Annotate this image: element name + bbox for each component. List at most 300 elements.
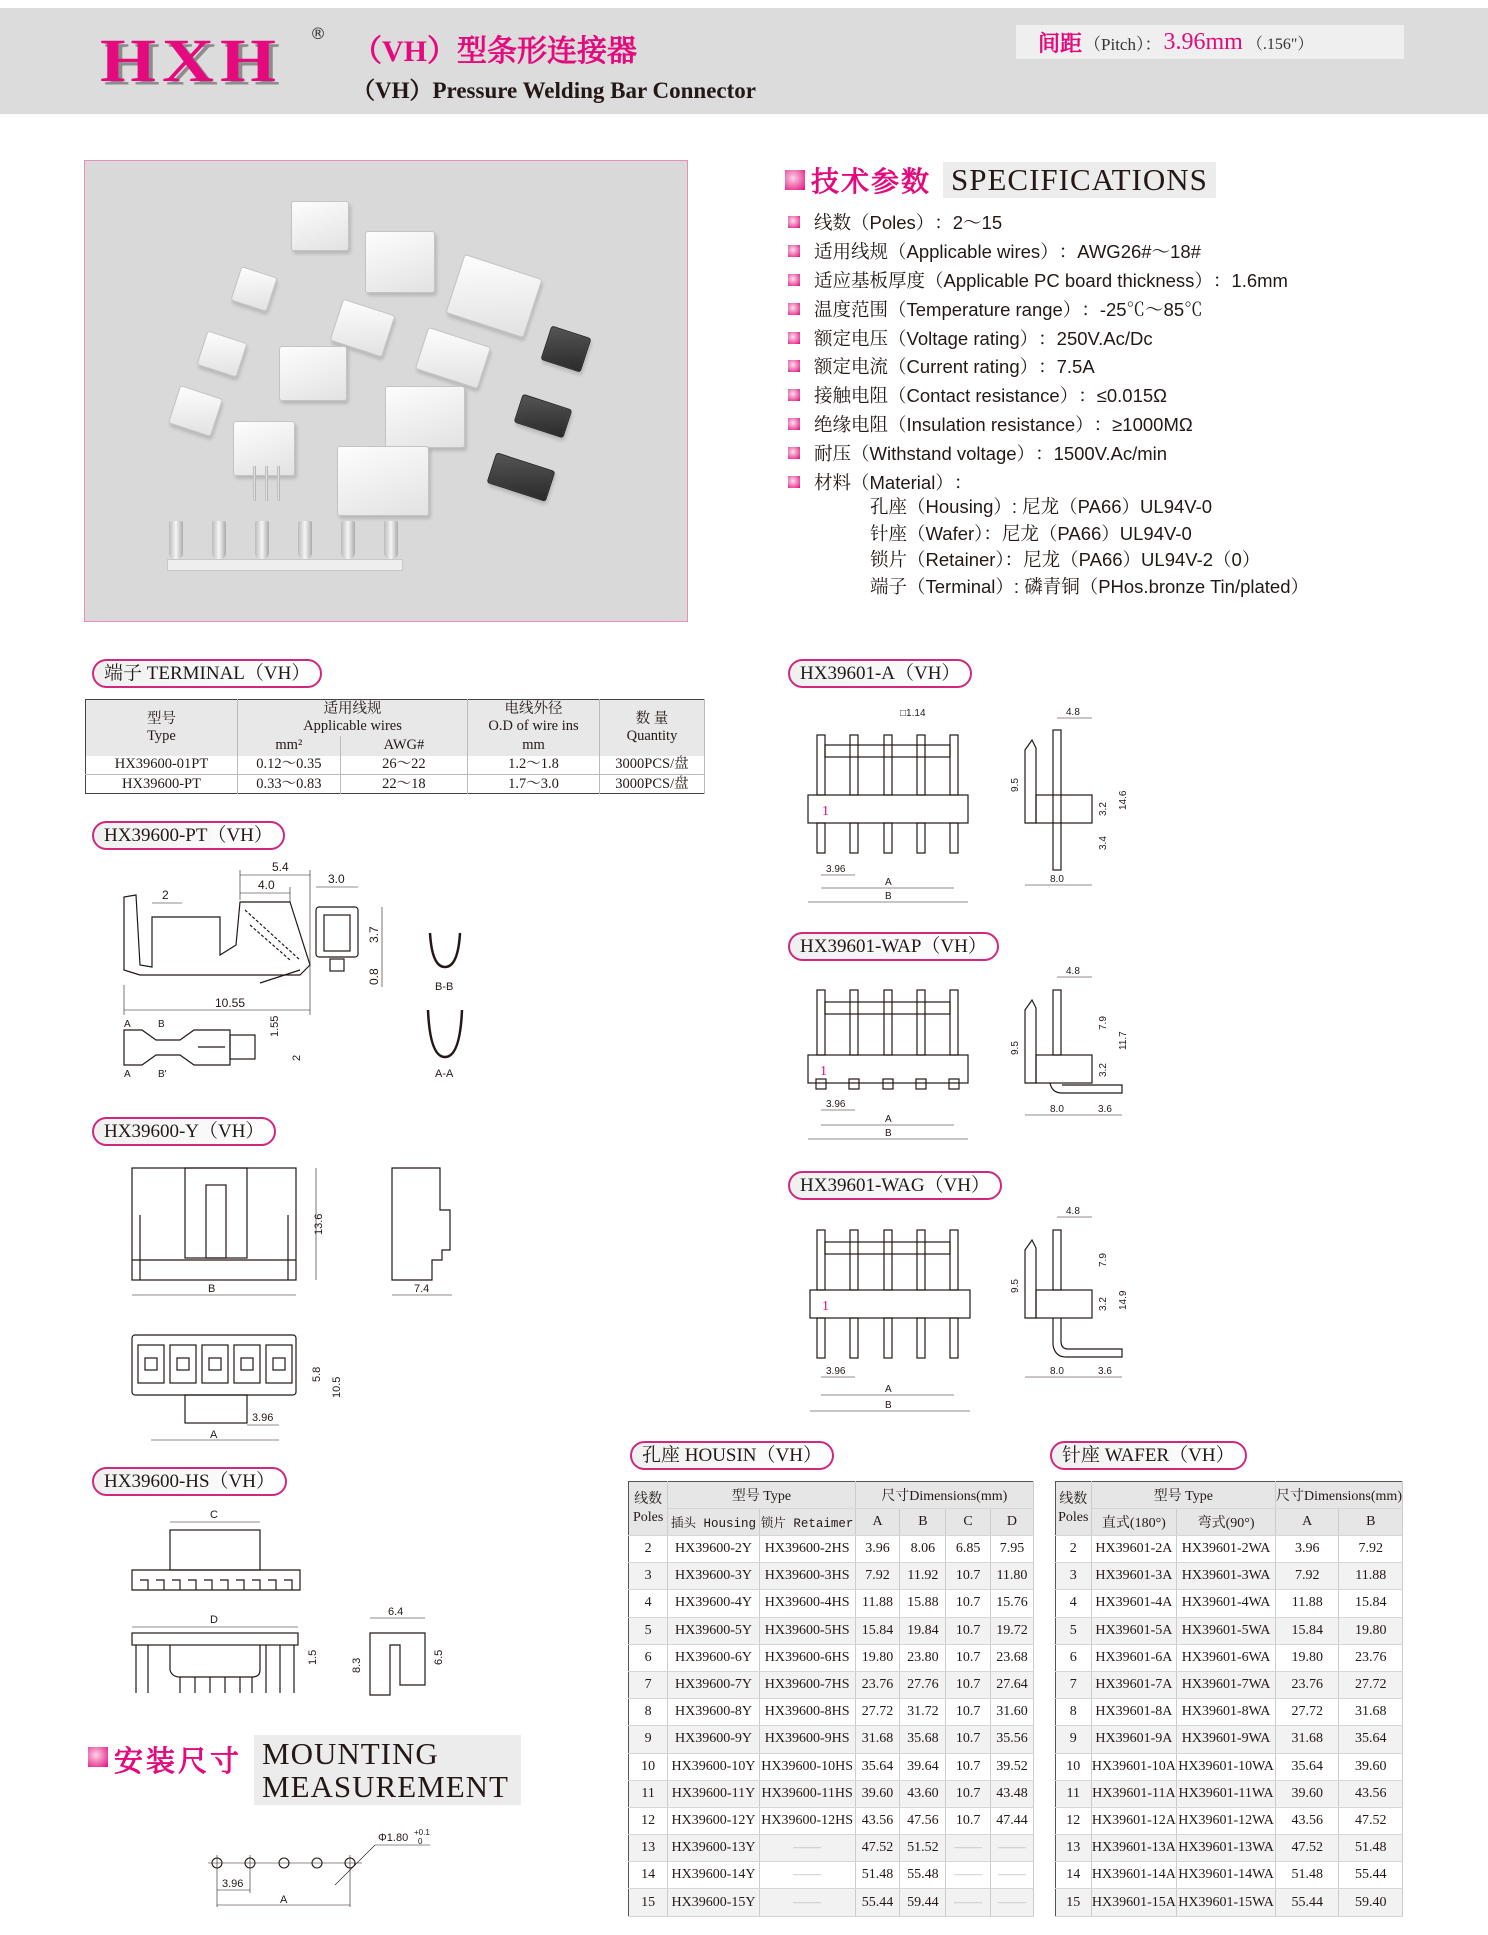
cell-poles: 6 xyxy=(1056,1644,1092,1671)
cell-c: 10.7 xyxy=(946,1617,991,1644)
table-row xyxy=(1056,1726,1403,1753)
cell-a: 7.92 xyxy=(1275,1563,1339,1590)
svg-text:7.9: 7.9 xyxy=(1098,1253,1109,1267)
cell-b: 31.68 xyxy=(1339,1699,1403,1726)
bullet-square-icon xyxy=(788,332,800,344)
cell-mm2: 0.12～0.35 xyxy=(237,756,340,775)
svg-text:4.8: 4.8 xyxy=(1066,707,1080,718)
col-qty: 数 量 Quantity xyxy=(599,700,704,756)
cell-a: 31.68 xyxy=(1275,1726,1339,1753)
cell-poles: 11 xyxy=(629,1780,668,1807)
cell-straight: HX39601-12A xyxy=(1091,1807,1177,1834)
svg-text:3.0: 3.0 xyxy=(328,872,345,886)
svg-text:2: 2 xyxy=(162,888,169,902)
cell-poles: 13 xyxy=(1056,1835,1092,1862)
table-row xyxy=(629,1671,1034,1698)
cell-straight: HX39601-8A xyxy=(1091,1699,1177,1726)
table-row xyxy=(629,1835,1034,1862)
cell-b: 47.52 xyxy=(1339,1807,1403,1834)
cell-c: —— xyxy=(946,1889,991,1916)
svg-text:8.0: 8.0 xyxy=(1050,874,1064,885)
cell-retainer: HX39600-9HS xyxy=(759,1726,855,1753)
terminal-section-label: 端子 TERMINAL（VH） xyxy=(92,659,322,688)
svg-text:3.96: 3.96 xyxy=(826,1366,846,1377)
cell-straight: HX39601-13A xyxy=(1091,1835,1177,1862)
housing-3p-image xyxy=(365,231,435,293)
cell-b: 55.48 xyxy=(900,1862,946,1889)
cell-c: 10.7 xyxy=(946,1590,991,1617)
cell-poles: 3 xyxy=(629,1563,668,1590)
wafer-straight-drawing xyxy=(800,700,1200,910)
cell-d: —— xyxy=(990,1862,1033,1889)
cell-a: 15.84 xyxy=(1275,1617,1339,1644)
col-b: B xyxy=(900,1509,946,1536)
pitch-value: 3.96mm xyxy=(1163,28,1243,55)
cell-a: 15.84 xyxy=(855,1617,900,1644)
bullet-square-icon xyxy=(788,418,800,430)
cell-poles: 14 xyxy=(1056,1862,1092,1889)
cell-b: 39.60 xyxy=(1339,1753,1403,1780)
cell-poles: 14 xyxy=(629,1862,668,1889)
housing-section-label: 孔座 HOUSIN（VH） xyxy=(630,1441,834,1470)
spec-value: ：7.5A xyxy=(1038,356,1095,378)
spec-label: 适应基板厚度（Applicable PC board thickness） xyxy=(814,269,1213,291)
svg-text:4.8: 4.8 xyxy=(1066,1206,1080,1217)
cell-angle: HX39601-12WA xyxy=(1177,1807,1276,1834)
cell-b: 19.80 xyxy=(1339,1617,1403,1644)
pin-image xyxy=(265,466,268,501)
cell-c: 10.7 xyxy=(946,1753,991,1780)
cell-poles: 4 xyxy=(629,1590,668,1617)
svg-text:+0.1: +0.1 xyxy=(414,1828,430,1837)
cell-housing: HX39600-9Y xyxy=(668,1726,760,1753)
cell-a: 43.56 xyxy=(855,1807,900,1834)
cell-retainer: HX39600-6HS xyxy=(759,1644,855,1671)
col-a: A xyxy=(855,1509,900,1536)
cell-c: 10.7 xyxy=(946,1563,991,1590)
cell-b: 15.84 xyxy=(1339,1590,1403,1617)
cell-poles: 7 xyxy=(1056,1671,1092,1698)
spec-contact-resistance xyxy=(788,381,1288,410)
pitch-label-en: （Pitch）： xyxy=(1084,34,1162,54)
cell-poles: 8 xyxy=(1056,1699,1092,1726)
cell-a: 7.92 xyxy=(855,1563,900,1590)
svg-text:A: A xyxy=(280,1894,288,1906)
svg-text:B: B xyxy=(158,1019,165,1030)
housing-5p-image xyxy=(445,254,542,338)
cell-b: 39.64 xyxy=(900,1753,946,1780)
cell-d: 19.72 xyxy=(990,1617,1033,1644)
svg-text:B-B: B-B xyxy=(435,981,454,993)
terminal-table xyxy=(85,699,705,794)
cell-retainer: HX39600-10HS xyxy=(759,1753,855,1780)
svg-text:3.4: 3.4 xyxy=(1098,836,1109,850)
cell-straight: HX39601-9A xyxy=(1091,1726,1177,1753)
cell-housing: HX39600-11Y xyxy=(668,1780,760,1807)
cell-retainer: HX39600-7HS xyxy=(759,1671,855,1698)
svg-text:2: 2 xyxy=(291,1054,303,1061)
cell-a: 35.64 xyxy=(1275,1753,1339,1780)
svg-text:9.5: 9.5 xyxy=(1010,1041,1021,1055)
cell-straight: HX39601-6A xyxy=(1091,1644,1177,1671)
table-row xyxy=(629,1699,1034,1726)
cell-retainer: —— xyxy=(759,1835,855,1862)
cell-a: 51.48 xyxy=(855,1862,900,1889)
col-dimensions: 尺寸Dimensions(mm) xyxy=(1275,1482,1402,1509)
table-row xyxy=(1056,1617,1403,1644)
svg-text:Φ1.80: Φ1.80 xyxy=(378,1832,409,1844)
spec-temperature xyxy=(788,294,1288,323)
svg-text:6.5: 6.5 xyxy=(433,1649,445,1665)
cell-poles: 12 xyxy=(629,1807,668,1834)
specifications-heading xyxy=(785,160,1216,200)
pitch-inch: （.156"） xyxy=(1246,35,1314,53)
svg-text:B: B xyxy=(885,1128,892,1139)
table-row xyxy=(629,1889,1034,1916)
cell-poles: 8 xyxy=(629,1699,668,1726)
svg-text:3.96: 3.96 xyxy=(222,1878,244,1890)
svg-text:C: C xyxy=(210,1509,218,1521)
cell-b: 51.48 xyxy=(1339,1835,1403,1862)
mounting-drawing xyxy=(200,1815,440,1910)
cell-b: 59.44 xyxy=(900,1889,946,1916)
cell-housing: HX39600-7Y xyxy=(668,1671,760,1698)
cell-b: 23.76 xyxy=(1339,1644,1403,1671)
cell-housing: HX39600-13Y xyxy=(668,1835,760,1862)
cell-poles: 15 xyxy=(629,1889,668,1916)
col-d: D xyxy=(990,1509,1033,1536)
terminal-image xyxy=(298,521,312,559)
svg-text:3.96: 3.96 xyxy=(826,1099,846,1110)
cell-b: 51.52 xyxy=(900,1835,946,1862)
spec-list xyxy=(788,208,1288,496)
cell-angle: HX39601-3WA xyxy=(1177,1563,1276,1590)
col-retainer: 锁片 Retaimer xyxy=(759,1509,855,1536)
cell-c: —— xyxy=(946,1835,991,1862)
wafer-table xyxy=(1055,1481,1403,1917)
svg-text:5.8: 5.8 xyxy=(311,1366,323,1382)
spec-value: ： xyxy=(953,471,973,493)
cell-poles: 2 xyxy=(1056,1536,1092,1563)
housing-table xyxy=(628,1481,1034,1917)
material-list xyxy=(870,493,1309,599)
cell-od: 1.7～3.0 xyxy=(468,775,600,794)
cell-housing: HX39600-2Y xyxy=(668,1536,760,1563)
cell-d: 43.48 xyxy=(990,1780,1033,1807)
wafer-4p-large-image xyxy=(385,386,465,448)
svg-text:A: A xyxy=(885,877,892,888)
cell-a: 39.60 xyxy=(855,1780,900,1807)
table-row xyxy=(1056,1536,1403,1563)
cell-a: 23.76 xyxy=(1275,1671,1339,1698)
housing-2p-image xyxy=(291,201,349,251)
svg-text:10.5: 10.5 xyxy=(331,1376,343,1398)
spec-wires xyxy=(788,237,1288,266)
cell-straight: HX39601-11A xyxy=(1091,1780,1177,1807)
spec-value: ：2～15 xyxy=(934,212,1003,234)
pitch-label-cn: 间距 xyxy=(1038,30,1083,56)
table-row xyxy=(629,1536,1034,1563)
svg-text:D: D xyxy=(210,1614,218,1626)
cell-angle: HX39601-13WA xyxy=(1177,1835,1276,1862)
svg-text:A: A xyxy=(885,1384,892,1395)
y-drawing-label: HX39600-Y（VH） xyxy=(92,1117,276,1146)
cell-b: 31.72 xyxy=(900,1699,946,1726)
cell-a: 47.52 xyxy=(1275,1835,1339,1862)
registered-mark: ® xyxy=(310,24,326,43)
svg-text:5.4: 5.4 xyxy=(272,860,289,874)
spec-current xyxy=(788,352,1288,381)
svg-text:9.5: 9.5 xyxy=(1010,1279,1021,1293)
cell-poles: 10 xyxy=(1056,1753,1092,1780)
cell-retainer: HX39600-4HS xyxy=(759,1590,855,1617)
table-row xyxy=(629,1780,1034,1807)
cell-retainer: HX39600-11HS xyxy=(759,1780,855,1807)
cell-b: 19.84 xyxy=(900,1617,946,1644)
col-c: C xyxy=(946,1509,991,1536)
bullet-square-icon xyxy=(788,447,800,459)
cell-c: 6.85 xyxy=(946,1536,991,1563)
svg-text:14.9: 14.9 xyxy=(1118,1290,1129,1310)
svg-text:7.9: 7.9 xyxy=(1098,1016,1109,1030)
cell-a: 11.88 xyxy=(855,1590,900,1617)
terminal-drawing xyxy=(100,855,500,1095)
cell-a: 27.72 xyxy=(1275,1699,1339,1726)
cell-straight: HX39601-3A xyxy=(1091,1563,1177,1590)
cell-straight: HX39601-14A xyxy=(1091,1862,1177,1889)
spec-voltage xyxy=(788,323,1288,352)
wag-drawing-label: HX39601-WAG（VH） xyxy=(788,1171,1002,1200)
col-b: B xyxy=(1339,1509,1403,1536)
cell-b: 7.92 xyxy=(1339,1536,1403,1563)
col-awg: AWG# xyxy=(340,736,467,756)
cell-type: HX39600-01PT xyxy=(86,756,238,775)
pin-image xyxy=(277,466,280,501)
spec-label: 材料（Material） xyxy=(814,471,954,493)
cell-c: 10.7 xyxy=(946,1644,991,1671)
col-poles: 线数 Poles xyxy=(629,1482,668,1536)
table-row xyxy=(1056,1753,1403,1780)
col-straight: 直式(180°) xyxy=(1091,1509,1177,1536)
table-row xyxy=(629,1807,1034,1834)
cell-angle: HX39601-6WA xyxy=(1177,1644,1276,1671)
brand-logo: HXH xyxy=(100,26,283,95)
material-wafer: 针座（Wafer）：尼龙（PA66）UL94V-0 xyxy=(870,522,1192,544)
cell-housing: HX39600-4Y xyxy=(668,1590,760,1617)
svg-text:4.0: 4.0 xyxy=(258,878,275,892)
cell-b: 35.64 xyxy=(1339,1726,1403,1753)
cell-a: 55.44 xyxy=(1275,1889,1339,1916)
cell-poles: 9 xyxy=(629,1726,668,1753)
wafer-section-label: 针座 WAFER（VH） xyxy=(1050,1441,1247,1470)
spec-title-en: SPECIFICATIONS xyxy=(943,162,1216,198)
cell-a: 27.72 xyxy=(855,1699,900,1726)
bullet-square-icon xyxy=(788,216,800,228)
cell-a: 47.52 xyxy=(855,1835,900,1862)
svg-text:14.6: 14.6 xyxy=(1118,790,1129,810)
cell-b: 47.56 xyxy=(900,1807,946,1834)
spec-value: ：1.6mm xyxy=(1212,269,1288,291)
svg-text:8.0: 8.0 xyxy=(1050,1104,1064,1115)
cell-retainer: HX39600-12HS xyxy=(759,1807,855,1834)
col-mm2: mm² xyxy=(237,736,340,756)
cell-b: 55.44 xyxy=(1339,1862,1403,1889)
cell-straight: HX39601-10A xyxy=(1091,1753,1177,1780)
cell-c: 10.7 xyxy=(946,1807,991,1834)
table-row xyxy=(86,756,705,775)
wafer-4p-image xyxy=(279,346,347,401)
svg-text:A: A xyxy=(124,1019,131,1030)
cell-straight: HX39601-2A xyxy=(1091,1536,1177,1563)
cell-a: 39.60 xyxy=(1275,1780,1339,1807)
cell-retainer: —— xyxy=(759,1889,855,1916)
bullet-square-icon xyxy=(788,274,800,286)
svg-text:10.55: 10.55 xyxy=(215,996,246,1010)
cell-angle: HX39601-9WA xyxy=(1177,1726,1276,1753)
cell-type: HX39600-PT xyxy=(86,775,238,794)
cell-poles: 12 xyxy=(1056,1807,1092,1834)
wafer-2p-image xyxy=(230,266,277,312)
cell-poles: 3 xyxy=(1056,1563,1092,1590)
cell-c: 10.7 xyxy=(946,1726,991,1753)
mounting-title-cn: 安装尺寸 xyxy=(114,1744,243,1778)
cell-poles: 2 xyxy=(629,1536,668,1563)
cell-poles: 6 xyxy=(629,1644,668,1671)
retainer-3p-image xyxy=(514,394,573,439)
terminal-image xyxy=(341,521,355,559)
svg-text:B': B' xyxy=(158,1069,167,1080)
svg-text:0: 0 xyxy=(418,1837,423,1846)
spec-poles xyxy=(788,208,1288,237)
svg-text:3.6: 3.6 xyxy=(1098,1104,1112,1115)
cell-poles: 13 xyxy=(629,1835,668,1862)
svg-text:A: A xyxy=(124,1069,131,1080)
svg-text:1: 1 xyxy=(822,804,829,819)
cell-poles: 15 xyxy=(1056,1889,1092,1916)
cell-housing: HX39600-3Y xyxy=(668,1563,760,1590)
spec-value: ：≤0.015Ω xyxy=(1078,385,1167,407)
svg-text:1.55: 1.55 xyxy=(269,1015,281,1037)
cell-d: 15.76 xyxy=(990,1590,1033,1617)
material-terminal: 端子（Terminal）: 磷青铜（PHos.bronze Tin/plated） xyxy=(870,575,1309,597)
table-row xyxy=(1056,1644,1403,1671)
cell-angle: HX39601-10WA xyxy=(1177,1753,1276,1780)
pt-drawing-label: HX39600-PT（VH） xyxy=(92,821,285,850)
svg-text:8.3: 8.3 xyxy=(351,1657,363,1673)
spec-label: 适用线规（Applicable wires） xyxy=(814,241,1059,263)
svg-text:7.4: 7.4 xyxy=(414,1283,430,1295)
wafer-4p-angle-image xyxy=(415,327,491,389)
cell-b: 59.40 xyxy=(1339,1889,1403,1916)
cell-d: 31.60 xyxy=(990,1699,1033,1726)
material-housing: 孔座（Housing）: 尼龙（PA66）UL94V-0 xyxy=(870,496,1213,517)
col-type: 型号 Type xyxy=(1091,1482,1275,1509)
bullet-square-icon xyxy=(788,389,800,401)
table-row xyxy=(629,1590,1034,1617)
spec-withstand-voltage xyxy=(788,438,1288,467)
table-row xyxy=(629,1617,1034,1644)
cell-awg: 22～18 xyxy=(340,775,467,794)
svg-text:3.2: 3.2 xyxy=(1098,1063,1109,1077)
wafer-angle-wap-drawing xyxy=(800,965,1200,1145)
cell-straight: HX39601-15A xyxy=(1091,1889,1177,1916)
cell-housing: HX39600-8Y xyxy=(668,1699,760,1726)
cell-awg: 26～22 xyxy=(340,756,467,775)
table-row xyxy=(629,1753,1034,1780)
cell-housing: HX39600-14Y xyxy=(668,1862,760,1889)
col-angle: 弯式(90°) xyxy=(1177,1509,1276,1536)
cell-straight: HX39601-4A xyxy=(1091,1590,1177,1617)
table-row xyxy=(629,1644,1034,1671)
cell-housing: HX39600-12Y xyxy=(668,1807,760,1834)
svg-text:3.6: 3.6 xyxy=(1098,1366,1112,1377)
svg-text:3.96: 3.96 xyxy=(252,1412,274,1424)
svg-text:0.8: 0.8 xyxy=(367,968,381,985)
cell-retainer: —— xyxy=(759,1862,855,1889)
spec-value: ：1500V.Ac/min xyxy=(1035,442,1168,464)
cell-d: 39.52 xyxy=(990,1753,1033,1780)
cell-b: 27.72 xyxy=(1339,1671,1403,1698)
svg-text:A: A xyxy=(885,1114,892,1125)
page-title-en: （VH）Pressure Welding Bar Connector xyxy=(352,78,756,103)
spec-label: 额定电压（Voltage rating） xyxy=(814,327,1039,349)
cell-c: 10.7 xyxy=(946,1780,991,1807)
cell-d: 23.68 xyxy=(990,1644,1033,1671)
table-row xyxy=(1056,1862,1403,1889)
cell-a: 35.64 xyxy=(855,1753,900,1780)
cell-b: 15.88 xyxy=(900,1590,946,1617)
table-row xyxy=(1056,1699,1403,1726)
col-housing: 插头 Housing xyxy=(668,1509,760,1536)
wafer-2p-small-image xyxy=(168,385,223,437)
svg-text:13.6: 13.6 xyxy=(313,1213,325,1235)
spec-value: ：≥1000MΩ xyxy=(1093,413,1193,435)
retainer-4p-image xyxy=(487,452,556,502)
cell-b: 23.80 xyxy=(900,1644,946,1671)
spec-label: 额定电流（Current rating） xyxy=(814,356,1039,378)
svg-text:B: B xyxy=(885,891,892,902)
cell-retainer: HX39600-8HS xyxy=(759,1699,855,1726)
table-row xyxy=(1056,1671,1403,1698)
svg-text:1.5: 1.5 xyxy=(307,1649,319,1665)
cell-a: 23.76 xyxy=(855,1671,900,1698)
cell-a: 19.80 xyxy=(855,1644,900,1671)
col-wires: 适用线规 Applicable wires xyxy=(237,700,467,736)
cell-a: 31.68 xyxy=(855,1726,900,1753)
svg-text:4.8: 4.8 xyxy=(1066,966,1080,977)
wafer-3p-image xyxy=(233,421,295,476)
table-row xyxy=(629,1862,1034,1889)
cell-b: 27.76 xyxy=(900,1671,946,1698)
cell-b: 11.88 xyxy=(1339,1563,1403,1590)
cell-poles: 7 xyxy=(629,1671,668,1698)
bullet-square-icon xyxy=(88,1747,108,1767)
cell-b: 35.68 xyxy=(900,1726,946,1753)
mounting-title-en: MOUNTING MEASUREMENT xyxy=(254,1735,521,1805)
table-row xyxy=(1056,1835,1403,1862)
svg-text:1: 1 xyxy=(820,1064,827,1079)
svg-text:3.2: 3.2 xyxy=(1098,802,1109,816)
cell-b: 8.06 xyxy=(900,1536,946,1563)
col-od-unit: mm xyxy=(468,736,600,756)
table-row xyxy=(1056,1780,1403,1807)
cell-a: 11.88 xyxy=(1275,1590,1339,1617)
cell-poles: 10 xyxy=(629,1753,668,1780)
spec-value: ：-25℃～85℃ xyxy=(1081,298,1203,320)
cell-housing: HX39600-6Y xyxy=(668,1644,760,1671)
cell-poles: 9 xyxy=(1056,1726,1092,1753)
wap-drawing-label: HX39601-WAP（VH） xyxy=(788,932,999,961)
